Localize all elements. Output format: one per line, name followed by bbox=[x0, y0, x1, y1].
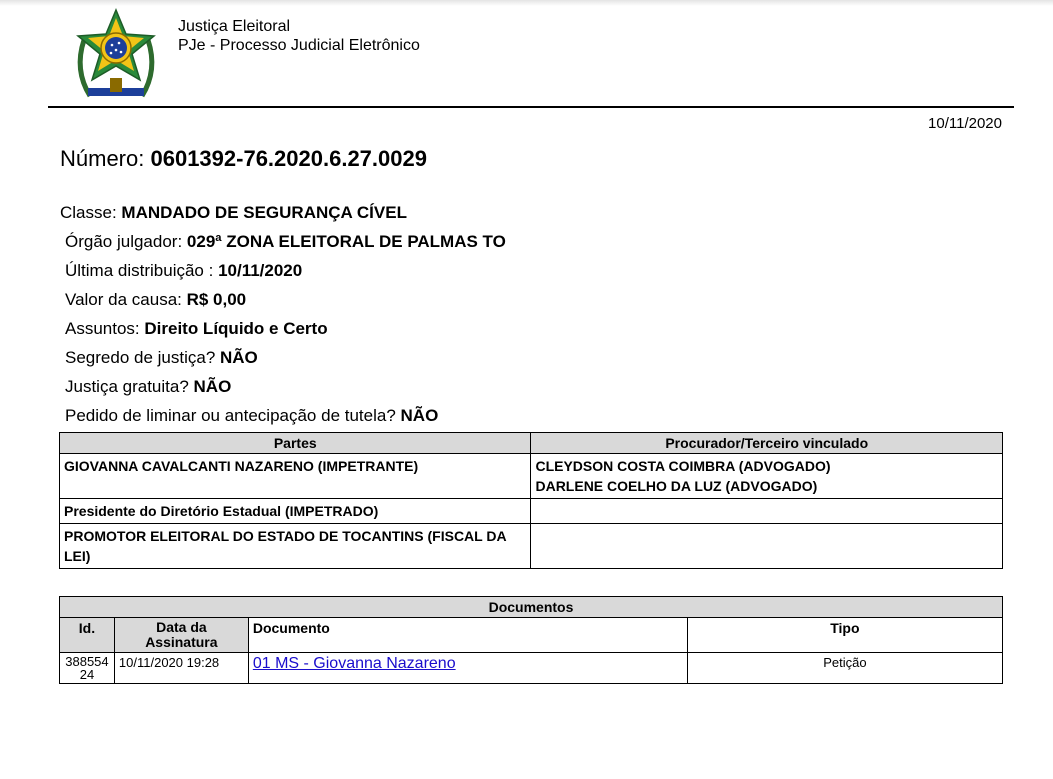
doc-id: 38855424 bbox=[60, 653, 115, 684]
process-info bbox=[60, 198, 506, 430]
info-justica-gratuita bbox=[60, 372, 506, 401]
info-valor-causa bbox=[60, 285, 506, 314]
info-label: Justiça gratuita? bbox=[65, 377, 194, 396]
procurador-cell bbox=[531, 524, 1003, 569]
info-value: Direito Líquido e Certo bbox=[144, 319, 328, 338]
process-number bbox=[60, 146, 427, 172]
procurador-name: DARLENE COELHO DA LUZ (ADVOGADO) bbox=[535, 478, 818, 494]
header-line2: PJe - Processo Judicial Eletrônico bbox=[178, 37, 420, 54]
procurador-header: Procurador/Terceiro vinculado bbox=[531, 433, 1003, 454]
col-header-tipo: Tipo bbox=[687, 618, 1002, 653]
info-value: NÃO bbox=[220, 348, 258, 367]
doc-date: 10/11/2020 19:28 bbox=[114, 653, 248, 684]
info-value: NÃO bbox=[400, 406, 439, 425]
documentos-title: Documentos bbox=[60, 597, 1003, 618]
info-label: Assuntos: bbox=[65, 319, 145, 338]
info-value: 029ª ZONA ELEITORAL DE PALMAS TO bbox=[186, 232, 506, 251]
parte-cell: Presidente do Diretório Estadual (IMPETRADO) bbox=[60, 499, 531, 524]
parte-cell: PROMOTOR ELEITORAL DO ESTADO DE TOCANTINS (FISCAL DA LEI) bbox=[60, 524, 531, 569]
info-value: NÃO bbox=[193, 377, 232, 396]
page-header bbox=[48, 8, 1014, 107]
documentos-table bbox=[59, 596, 1003, 684]
info-ultima-distribuicao bbox=[60, 256, 506, 285]
table-row bbox=[60, 524, 1003, 569]
info-orgao-julgador bbox=[60, 227, 506, 256]
info-label: Última distribuição : bbox=[65, 261, 219, 280]
info-label: Órgão julgador: bbox=[65, 232, 187, 251]
info-value: MANDADO DE SEGURANÇA CÍVEL bbox=[121, 203, 407, 222]
info-pedido-liminar bbox=[60, 401, 506, 430]
table-row bbox=[60, 454, 1003, 499]
header-title bbox=[178, 17, 420, 55]
process-number-value: 0601392-76.2020.6.27.0029 bbox=[150, 146, 427, 171]
procurador-cell bbox=[531, 499, 1003, 524]
document-date: 10/11/2020 bbox=[928, 115, 1002, 132]
col-header-data: Data da Assinatura bbox=[114, 618, 248, 653]
info-assuntos bbox=[60, 314, 506, 343]
doc-link-cell bbox=[248, 653, 687, 684]
partes-table bbox=[59, 432, 1003, 569]
info-classe bbox=[60, 198, 506, 227]
documentos-header-row bbox=[60, 618, 1003, 653]
info-value: R$ 0,00 bbox=[186, 290, 247, 309]
info-label: Classe: bbox=[60, 203, 122, 222]
doc-type: Petição bbox=[687, 653, 1002, 684]
info-label: Segredo de justiça? bbox=[65, 348, 220, 367]
header-line1: Justiça Eleitoral bbox=[178, 18, 291, 35]
partes-header: Partes bbox=[60, 433, 531, 454]
documentos-title-row bbox=[60, 597, 1003, 618]
table-row bbox=[60, 499, 1003, 524]
partes-header-row bbox=[60, 433, 1003, 454]
info-label: Pedido de liminar ou antecipação de tutela? bbox=[65, 406, 401, 425]
top-shade bbox=[0, 0, 1053, 6]
document-link[interactable]: 01 MS - Giovanna Nazareno bbox=[252, 655, 456, 672]
table-row bbox=[60, 653, 1003, 684]
col-header-id: Id. bbox=[60, 618, 115, 653]
info-value: 10/11/2020 bbox=[218, 261, 303, 280]
process-number-label: Número: bbox=[60, 146, 151, 171]
col-header-documento: Documento bbox=[248, 618, 687, 653]
header-divider bbox=[48, 106, 1014, 108]
parte-cell: GIOVANNA CAVALCANTI NAZARENO (IMPETRANTE) bbox=[60, 454, 531, 499]
procurador-name: CLEYDSON COSTA COIMBRA (ADVOGADO) bbox=[535, 458, 831, 474]
procurador-cell bbox=[531, 454, 1003, 499]
coat-of-arms-icon bbox=[70, 8, 162, 104]
info-label: Valor da causa: bbox=[65, 290, 187, 309]
info-segredo-justica bbox=[60, 343, 506, 372]
